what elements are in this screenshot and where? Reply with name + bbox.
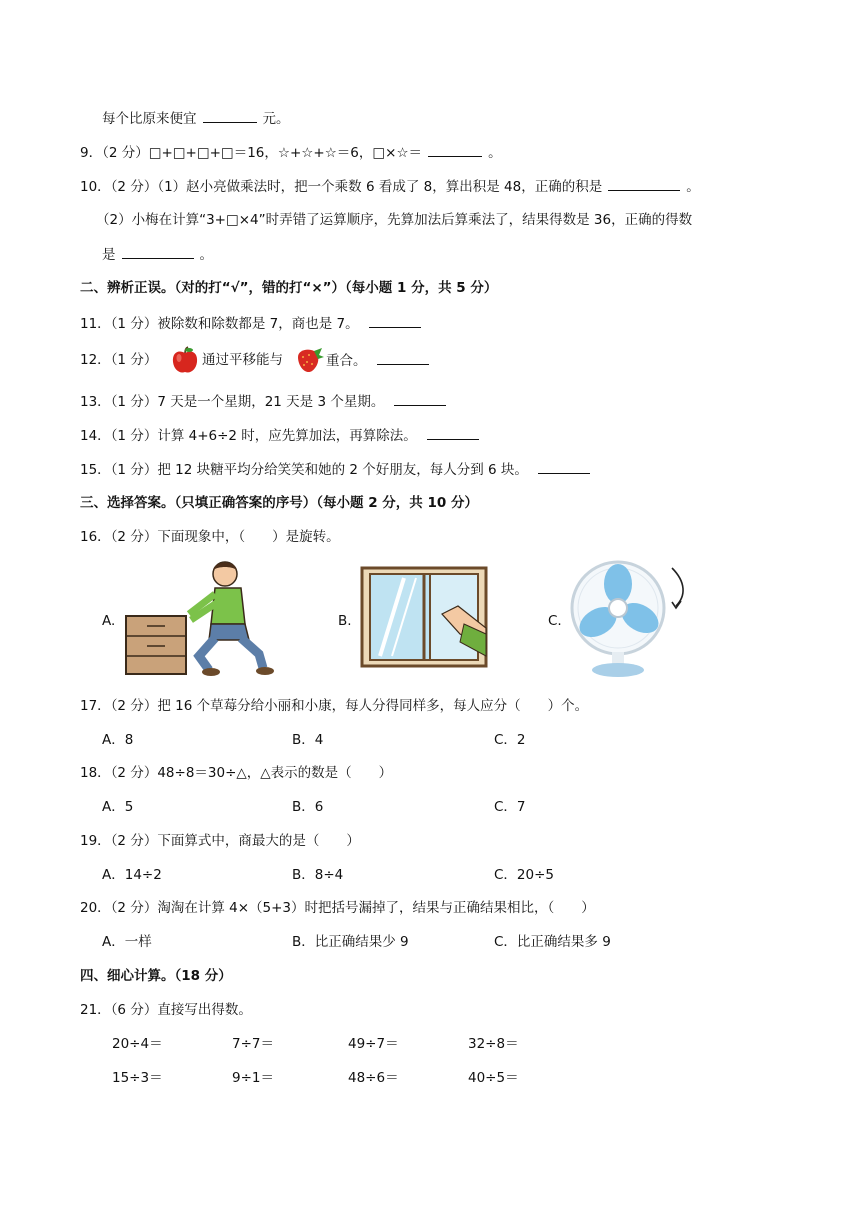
q10-part2: （2）小梅在计算“3+□×4”时弄错了运算顺序，先算加法后算乘法了，结果得数是 36，正确的得数 xyxy=(96,212,693,228)
q9-line xyxy=(80,142,502,163)
q11-score: （1 分） xyxy=(110,316,158,332)
q19-option-a[interactable]: A．14÷2 xyxy=(102,867,162,883)
q17-option-b[interactable]: B．4 xyxy=(292,732,324,748)
apple-icon xyxy=(170,345,200,375)
section3-title: 三、选择答案。（只填正确答案的序号）（每小题 2 分，共 10 分） xyxy=(80,495,478,511)
q19-option-c[interactable]: C．20÷5 xyxy=(494,867,555,883)
q21-calc-1: 20÷4＝ xyxy=(112,1036,163,1052)
q12-text-b-line xyxy=(326,350,435,371)
q20-option-c[interactable]: C．比正确结果多 9 xyxy=(494,934,611,950)
q21-calc-5: 15÷3＝ xyxy=(112,1070,163,1086)
q9-answer-blank[interactable] xyxy=(428,142,482,157)
q16-option-c[interactable]: C. xyxy=(548,613,562,629)
q19-score: （2 分） xyxy=(110,833,158,849)
strawberry-icon xyxy=(294,345,326,375)
q15-number: 15． xyxy=(80,462,111,478)
q16-option-a[interactable]: A. xyxy=(102,613,116,629)
q10-part1: （1）赵小亮做乘法时，把一个乘数 6 看成了 8，算出积是 48，正确的积是 xyxy=(157,179,603,195)
q20-option-b[interactable]: B．比正确结果少 9 xyxy=(292,934,409,950)
q13-number: 13． xyxy=(80,394,111,410)
q10-part2-blank[interactable] xyxy=(122,244,194,259)
q16-line xyxy=(80,527,340,547)
q12-number: 12． xyxy=(80,352,111,368)
q21-number: 21． xyxy=(80,1002,111,1018)
q21-text: 直接写出得数。 xyxy=(157,1002,252,1018)
electric-fan-image xyxy=(566,556,690,680)
q20-line xyxy=(80,898,595,918)
q15-line xyxy=(80,459,596,480)
q20-text: 淘淘在计算 4×（5+3）时把括号漏掉了，结果与正确结果相比，（ ） xyxy=(157,900,595,916)
q18-line xyxy=(80,763,392,783)
q12-answer-blank[interactable] xyxy=(377,350,429,365)
q12-text-a: 通过平移能与 xyxy=(202,352,283,368)
q14-text: 计算 4+6÷2 时，应先算加法，再算除法。 xyxy=(157,428,417,444)
q10-part2-end: 。 xyxy=(199,247,213,263)
q18-text: 48÷8＝30÷△，△表示的数是（ ） xyxy=(157,765,393,781)
q17-option-a[interactable]: A．8 xyxy=(102,732,134,748)
q17-text: 把 16 个草莓分给小丽和小康，每人分得同样多，每人应分（ ）个。 xyxy=(157,698,589,714)
q10-line-1 xyxy=(80,176,700,197)
q16-text: 下面现象中，（ ）是旋转。 xyxy=(157,529,340,545)
q17-number: 17． xyxy=(80,698,111,714)
q8-tail-line xyxy=(102,108,290,129)
q9-text: □+□+□+□＝16，☆+☆+☆＝6，□×☆＝ xyxy=(148,145,423,161)
q10-number: 10． xyxy=(80,179,111,195)
q17-line xyxy=(80,696,588,716)
q12-line xyxy=(80,350,157,370)
q15-text: 把 12 块糖平均分给笑笑和她的 2 个好朋友，每人分到 6 块。 xyxy=(157,462,528,478)
q21-line xyxy=(80,1000,252,1020)
sliding-window-image xyxy=(360,566,488,668)
q19-option-b[interactable]: B．8÷4 xyxy=(292,867,344,883)
q17-score: （2 分） xyxy=(110,698,158,714)
q19-number: 19． xyxy=(80,833,111,849)
q18-score: （2 分） xyxy=(110,765,158,781)
q9-score: （2 分） xyxy=(102,145,149,161)
q20-score: （2 分） xyxy=(110,900,158,916)
q10-line-2 xyxy=(96,210,692,230)
q10-score: （2 分） xyxy=(110,179,158,195)
q18-option-c[interactable]: C．7 xyxy=(494,799,526,815)
q21-calc-4: 32÷8＝ xyxy=(468,1036,519,1052)
q18-option-b[interactable]: B．6 xyxy=(292,799,324,815)
q10-part1-blank[interactable] xyxy=(608,176,680,191)
section4-title: 四、细心计算。（18 分） xyxy=(80,968,232,984)
q11-line xyxy=(80,313,427,334)
q15-score: （1 分） xyxy=(110,462,158,478)
q11-answer-blank[interactable] xyxy=(369,313,421,328)
q20-number: 20． xyxy=(80,900,111,916)
q21-score: （6 分） xyxy=(110,1002,158,1018)
q21-calc-8: 40÷5＝ xyxy=(468,1070,519,1086)
q8-unit: 元。 xyxy=(262,111,290,127)
q10-part2-b: 是 xyxy=(102,247,116,263)
q14-line xyxy=(80,425,485,446)
q18-option-a[interactable]: A．5 xyxy=(102,799,134,815)
q21-calc-6: 9÷1＝ xyxy=(232,1070,274,1086)
q9-end: 。 xyxy=(488,145,502,161)
q19-line xyxy=(80,831,360,851)
q21-calc-2: 7÷7＝ xyxy=(232,1036,274,1052)
q13-score: （1 分） xyxy=(110,394,158,410)
q16-option-b[interactable]: B. xyxy=(338,613,352,629)
q15-answer-blank[interactable] xyxy=(538,459,590,474)
q9-number: 9． xyxy=(80,145,103,161)
q11-text: 被除数和除数都是 7，商也是 7。 xyxy=(157,316,359,332)
q18-number: 18． xyxy=(80,765,111,781)
q21-calc-3: 49÷7＝ xyxy=(348,1036,399,1052)
q13-answer-blank[interactable] xyxy=(394,391,446,406)
q13-text: 7 天是一个星期，21 天是 3 个星期。 xyxy=(157,394,385,410)
q14-answer-blank[interactable] xyxy=(427,425,479,440)
q17-option-c[interactable]: C．2 xyxy=(494,732,526,748)
section2-title: 二、辨析正误。（对的打“√”，错的打“×”）（每小题 1 分，共 5 分） xyxy=(80,280,498,296)
q19-text: 下面算式中，商最大的是（ ） xyxy=(157,833,360,849)
q16-number: 16． xyxy=(80,529,111,545)
q14-score: （1 分） xyxy=(110,428,158,444)
q11-number: 11． xyxy=(80,316,111,332)
q13-line xyxy=(80,391,452,412)
pushing-box-image xyxy=(123,558,279,678)
q12-score: （1 分） xyxy=(110,352,158,368)
q20-option-a[interactable]: A．一样 xyxy=(102,934,152,950)
q14-number: 14． xyxy=(80,428,111,444)
q12-text-b: 重合。 xyxy=(326,353,367,369)
q8-text: 每个比原来便宜 xyxy=(102,111,197,127)
q10-line-3 xyxy=(102,244,213,265)
q8-answer-blank[interactable] xyxy=(203,108,257,123)
q10-part1-end: 。 xyxy=(686,179,700,195)
q16-score: （2 分） xyxy=(110,529,158,545)
q21-calc-7: 48÷6＝ xyxy=(348,1070,399,1086)
